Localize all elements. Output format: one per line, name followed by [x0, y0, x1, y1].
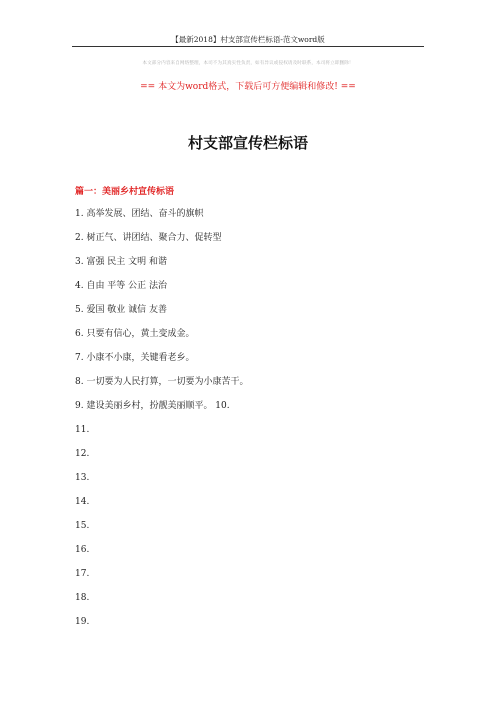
page-header-title: 【最新2018】村支部宣传栏标语-范文word版	[171, 35, 325, 44]
list-item: 4. 自由 平等 公正 法治	[75, 281, 168, 291]
list-item: 2. 树正气、讲团结、聚合力、促转型	[75, 233, 222, 243]
list-item: 18.	[75, 593, 90, 603]
list-item: 19.	[75, 617, 90, 627]
list-item: 12.	[75, 449, 90, 459]
list-item: 3. 富强 民主 文明 和谐	[75, 257, 168, 267]
list-item: 15.	[75, 521, 90, 531]
list-item: 13.	[75, 473, 90, 483]
list-item: 8. 一切要为人民打算，一切要为小康苦干。	[75, 377, 249, 387]
section-heading: 篇一：美丽乡村宣传标语	[75, 187, 175, 197]
disclaimer-text: 本文部分内容来自网络整理，本司不为其真实性负责，如有异议或侵权请及时联系，本司将立即删除！	[142, 61, 354, 66]
list-item: 16.	[75, 545, 90, 555]
list-item: 17.	[75, 569, 90, 579]
document-title: 村支部宣传栏标语	[187, 134, 308, 152]
slogan-list	[75, 208, 248, 640]
list-item: 9. 建设美丽乡村，扮靓美丽顺平。 10.	[75, 401, 230, 411]
format-notice: == 本文为word格式，下载后可方便编辑和修改! ==	[140, 82, 356, 92]
header-divider	[72, 46, 424, 47]
list-item: 5. 爱国 敬业 诚信 友善	[75, 305, 168, 315]
list-item: 1. 高举发展、团结、奋斗的旗帜	[75, 209, 204, 219]
list-item: 11.	[75, 425, 90, 435]
list-item: 14.	[75, 497, 90, 507]
list-item: 7. 小康不小康，关键看老乡。	[75, 353, 195, 363]
list-item: 6. 只要有信心，黄土变成金。	[75, 329, 195, 339]
